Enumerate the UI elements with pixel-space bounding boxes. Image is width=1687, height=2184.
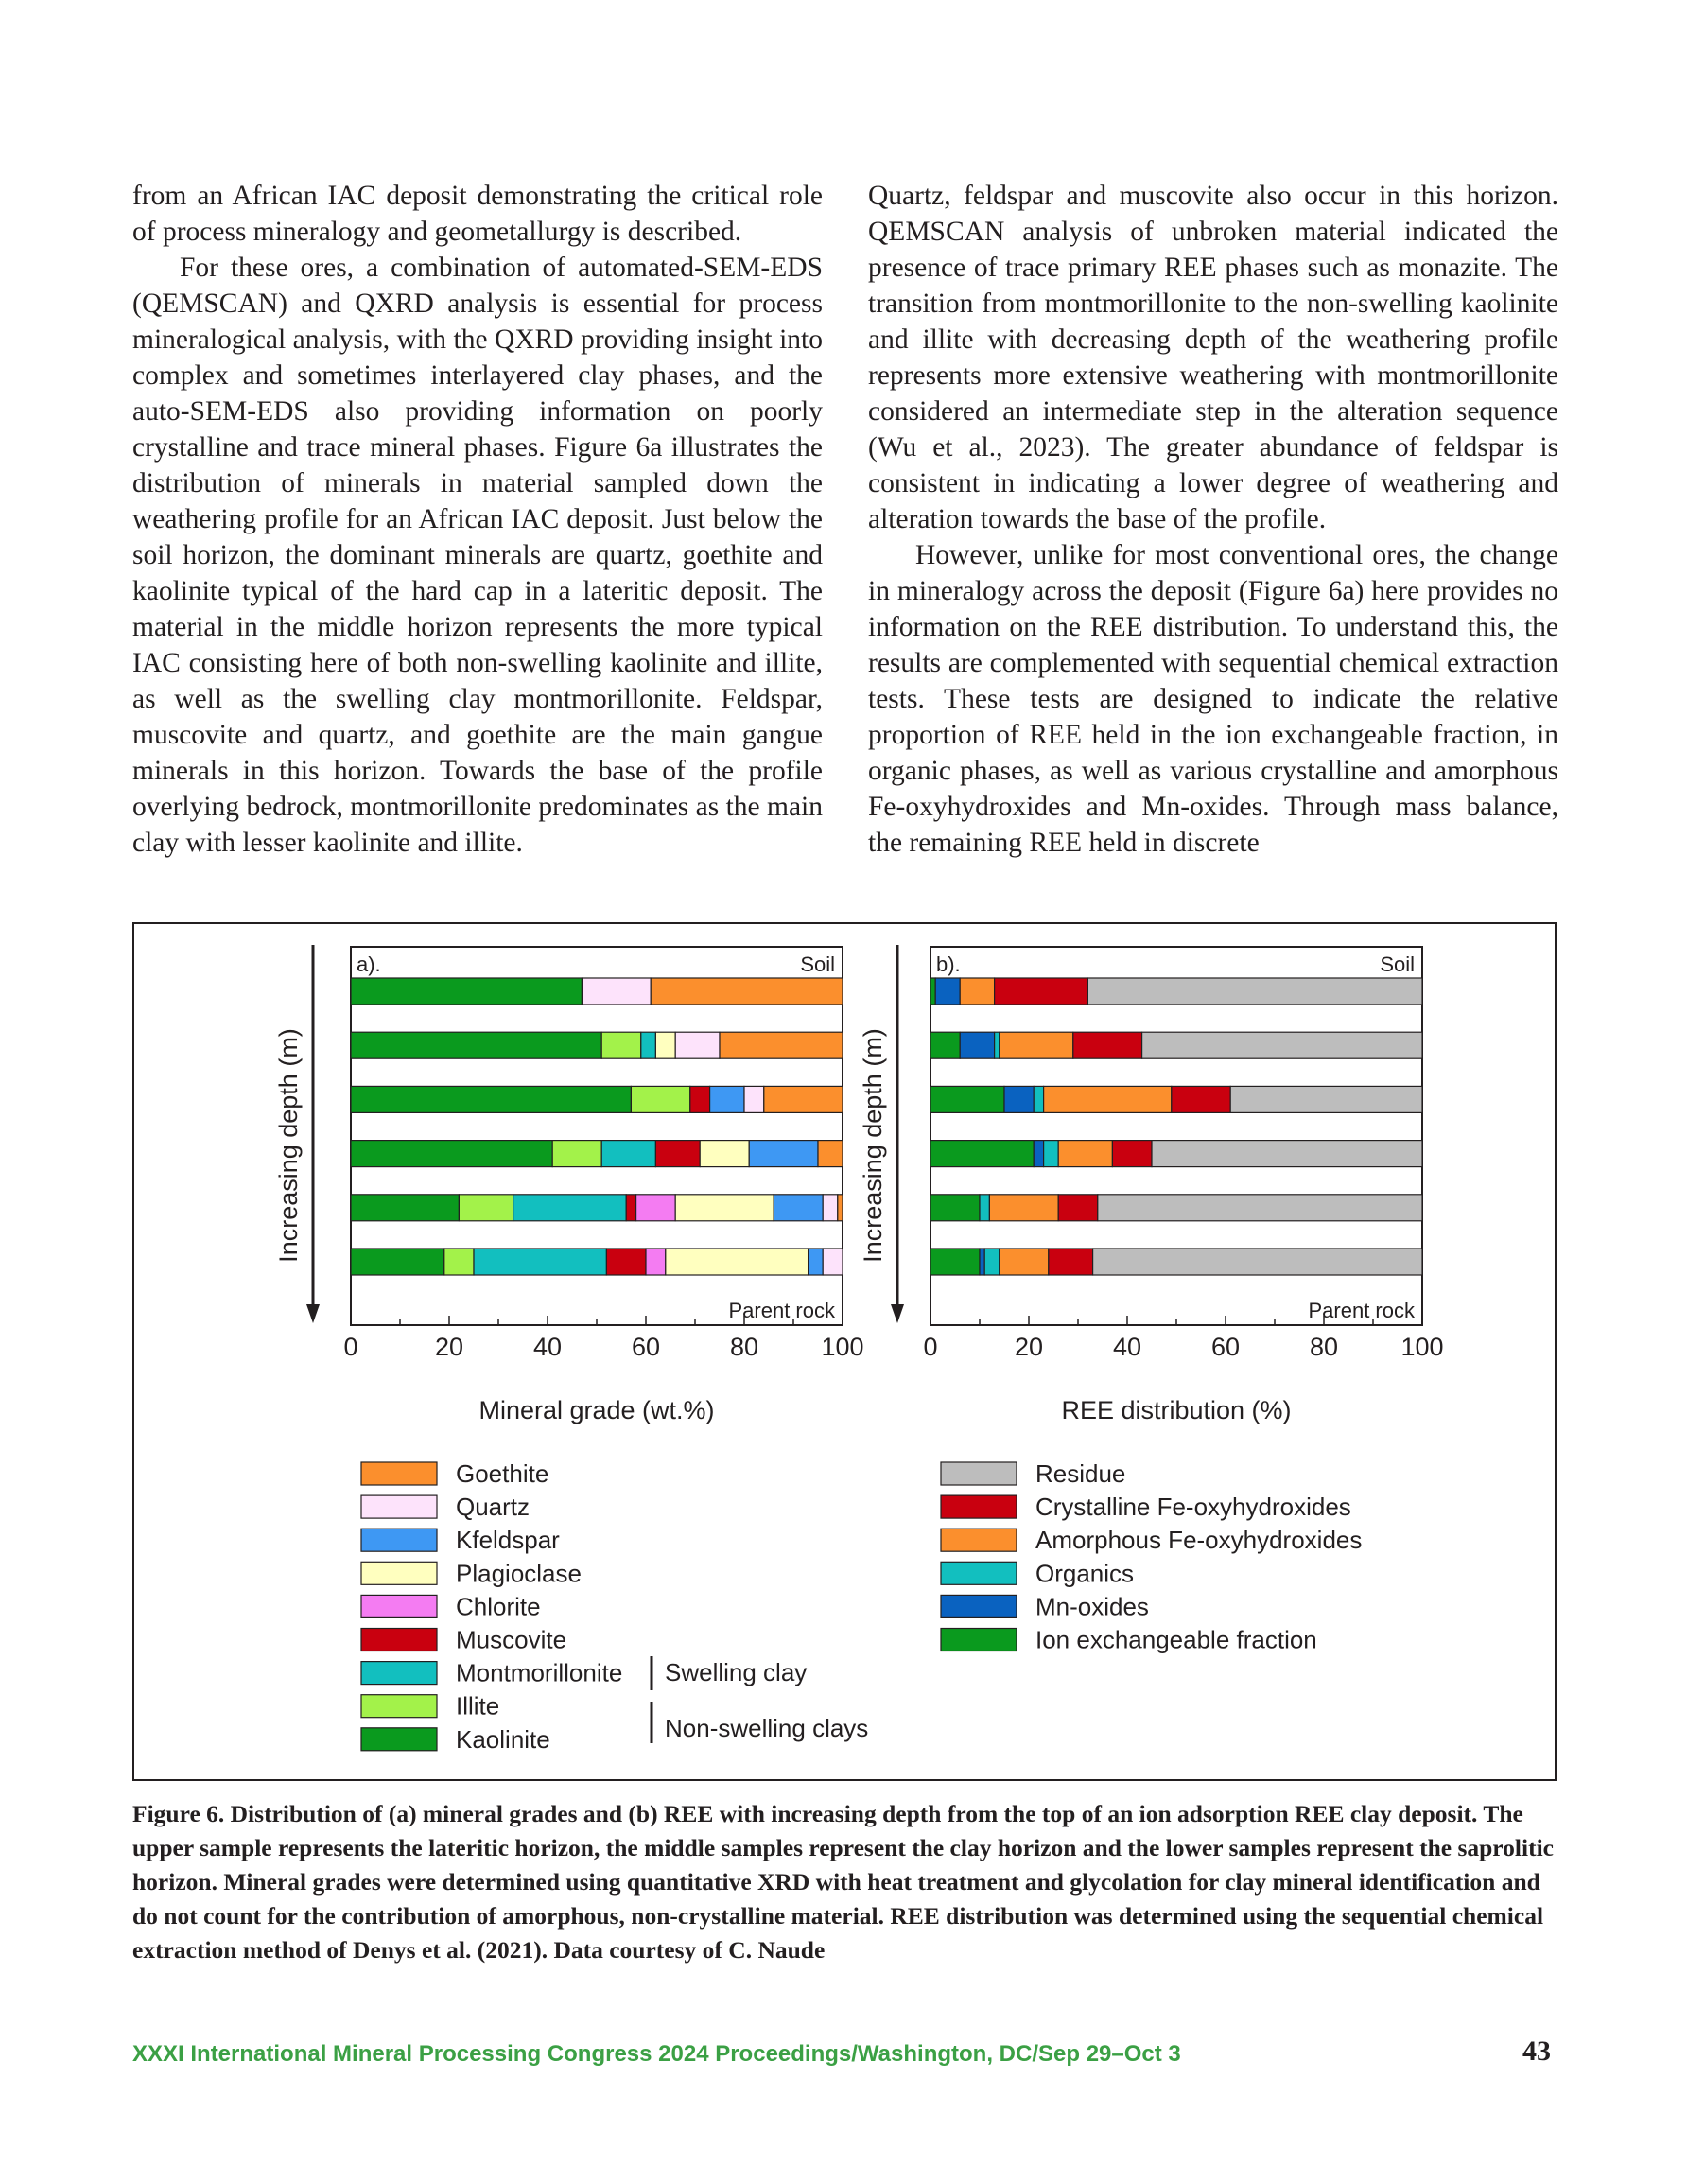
bar-segment (960, 978, 994, 1005)
legend-a-swatch (361, 1495, 437, 1518)
bar-segment (601, 1141, 655, 1167)
bar-segment (646, 1249, 666, 1275)
bar-segment (1098, 1195, 1422, 1221)
legend-a-label: Quartz (456, 1493, 530, 1522)
bar-segment (980, 1195, 989, 1221)
legend-a-label: Illite (456, 1691, 500, 1721)
bar-segment (474, 1249, 606, 1275)
figure-chart-canvas (134, 924, 1555, 1779)
bar-segment (351, 1032, 601, 1058)
legend-a-swatch (361, 1562, 437, 1584)
bar-segment (351, 1086, 631, 1112)
bar-segment (1004, 1086, 1034, 1112)
bar-segment (749, 1141, 818, 1167)
bar-segment (995, 1032, 1000, 1058)
top-horizon-label: Soil (1380, 952, 1415, 976)
paragraph: from an African IAC deposit demonstrating the critical role of process mineralogy and geometallurgy is described. (132, 181, 823, 247)
legend-a-swatch (361, 1529, 437, 1551)
paragraph: However, unlike for most conventional ores, the change in mineralogy across the deposit (Figure 6a) here provides no information on the REE distribution. To understand this, the results are complemented with sequential chemical extraction tests. These tests are designed to indicate the relative proportion of REE held in the ion exchangeable fraction, in organic phases, as well as various crystalline and amorphous Fe-oxyhydroxides and Mn-oxides. Through mass balance, the remaining REE held in discrete (868, 540, 1558, 858)
bar-segment (513, 1195, 627, 1221)
legend-a-label: Kaolinite (456, 1724, 550, 1754)
bar-segment (838, 1195, 843, 1221)
bar-segment (809, 1249, 824, 1275)
x-tick-label: 20 (434, 1333, 464, 1361)
legend-a-swatch (361, 1728, 437, 1751)
bar-segment (675, 1195, 774, 1221)
right-text-column (868, 178, 1558, 861)
legend-b-swatch (941, 1529, 1017, 1551)
bar-segment (655, 1032, 675, 1058)
paragraph: For these ores, a combination of automated-SEM-EDS (QEMSCAN) and QXRD analysis is essential for process mineralogical analysis, with the QXRD providing insight into complex and sometimes interlayered clay phases, and the auto-SEM-EDS also providing information on poorly crystalline and trace mineral phases. Figure 6a illustrates the distribution of minerals in material sampled down the weathering profile for an African IAC deposit. Just below the soil horizon, the dominant minerals are quartz, goethite and kaolinite typical of the hard cap in a lateritic deposit. The material in the middle horizon represents the more typical IAC consisting here of both non-swelling kaolinite and illite, as well as the swelling clay montmorillonite. Feldspar, muscovite and quartz, and goethite are the main gangue minerals in this horizon. Towards the base of the profile overlying bedrock, montmorillonite predominates as the main clay with lesser kaolinite and illite. (132, 253, 823, 858)
bar-segment (930, 1249, 980, 1275)
x-tick-label: 20 (1014, 1333, 1044, 1361)
x-tick-label: 80 (729, 1333, 759, 1361)
figure-6 (132, 922, 1557, 1781)
bar-segment (351, 1249, 444, 1275)
legend-a-swatch (361, 1595, 437, 1617)
x-axis-label: REE distribution (%) (1061, 1396, 1292, 1424)
bar-segment (1087, 978, 1422, 1005)
bar-segment (818, 1141, 843, 1167)
bar-segment (1058, 1195, 1098, 1221)
legend-a-label: Chlorite (456, 1592, 541, 1621)
legend-b-label: Residue (1035, 1459, 1126, 1488)
bar-segment (351, 978, 582, 1005)
bar-segment (666, 1249, 809, 1275)
legend-a-swatch (361, 1662, 437, 1685)
figure-caption: Figure 6. Distribution of (a) mineral grades and (b) REE with increasing depth from the top of an ion adsorption REE clay deposit. The upper sample represents the lateritic horizon, the middle samples represent the clay horizon and the lower samples represent the saprolitic horizon. Mineral grades were determined using quantitative XRD with heat treatment and glycolation for clay mineral identification and do not count for the contribution of amorphous, non-crystalline material. REE distribution was determined using the sequential chemical extraction method of Denys et al. (2021). Data courtesy of C. Naude (132, 1800, 1554, 1964)
legend-a-label: Montmorillonite (456, 1658, 623, 1687)
top-horizon-label: Soil (800, 952, 835, 976)
bar-segment (1112, 1141, 1152, 1167)
legend-a-swatch (361, 1695, 437, 1718)
bar-segment (744, 1086, 764, 1112)
bar-segment (1142, 1032, 1422, 1058)
footer-conference: XXXI International Mineral Processing Congress 2024 Proceedings/Washington, DC/Sep 29–Oct 3 (132, 2041, 1181, 2067)
legend-b-swatch (941, 1562, 1017, 1584)
bar-segment (930, 1141, 1034, 1167)
bar-segment (1049, 1249, 1093, 1275)
bar-segment (720, 1032, 843, 1058)
bar-segment (601, 1032, 641, 1058)
bar-segment (655, 1141, 700, 1167)
bar-segment (675, 1032, 720, 1058)
bar-segment (641, 1032, 656, 1058)
bar-segment (631, 1086, 689, 1112)
legend-a-label: Muscovite (456, 1625, 567, 1654)
legend-a-label: Goethite (456, 1459, 549, 1488)
legend-a-label: Plagioclase (456, 1559, 582, 1588)
x-tick-label: 100 (1400, 1333, 1444, 1361)
bar-segment (351, 1195, 459, 1221)
legend-b-swatch (941, 1495, 1017, 1518)
legend-b-label: Crystalline Fe-oxyhydroxides (1035, 1493, 1351, 1522)
left-text-column (132, 178, 823, 861)
x-tick-label: 40 (1112, 1333, 1142, 1361)
bar-segment (651, 978, 843, 1005)
legend-a-swatch (361, 1462, 437, 1485)
page-number: 43 (1522, 2035, 1551, 2067)
bar-segment (690, 1086, 710, 1112)
legend-a-label: Kfeldspar (456, 1526, 560, 1555)
bar-segment (582, 978, 651, 1005)
x-tick-label: 0 (923, 1333, 938, 1361)
bar-segment (606, 1249, 646, 1275)
bar-segment (930, 978, 935, 1005)
bar-segment (636, 1195, 676, 1221)
bar-segment (980, 1249, 984, 1275)
bar-segment (1000, 1032, 1073, 1058)
bar-segment (710, 1086, 744, 1112)
x-tick-label: 40 (532, 1333, 563, 1361)
legend-b-swatch (941, 1629, 1017, 1651)
bar-segment (823, 1249, 843, 1275)
bar-segment (764, 1086, 843, 1112)
bar-segment (995, 978, 1088, 1005)
legend-b-swatch (941, 1595, 1017, 1617)
bar-segment (1152, 1141, 1422, 1167)
bar-segment (444, 1249, 474, 1275)
legend-b-swatch (941, 1462, 1017, 1485)
x-tick-label: 0 (343, 1333, 358, 1361)
legend-b-label: Organics (1035, 1559, 1135, 1588)
bar-segment (1172, 1086, 1230, 1112)
depth-arrowhead (306, 1304, 320, 1323)
x-tick-label: 100 (821, 1333, 864, 1361)
bar-segment (1044, 1141, 1059, 1167)
bar-segment (1000, 1249, 1049, 1275)
legend-a-swatch (361, 1629, 437, 1651)
bar-segment (774, 1195, 823, 1221)
bar-segment (930, 1032, 960, 1058)
legend-b-label: Amorphous Fe-oxyhydroxides (1035, 1526, 1363, 1555)
bar-segment (935, 978, 960, 1005)
bar-segment (823, 1195, 838, 1221)
bar-segment (351, 1141, 552, 1167)
swelling-clay-label: Swelling clay (665, 1658, 808, 1686)
bar-segment (930, 1086, 1004, 1112)
bar-segment (960, 1032, 994, 1058)
bar-segment (1034, 1086, 1043, 1112)
bar-segment (1093, 1249, 1422, 1275)
paragraph: Quartz, feldspar and muscovite also occur in this horizon. QEMSCAN analysis of unbroken material indicated the presence of trace primary REE phases such as monazite. The transition from montmorillonite to the non-swelling kaolinite and illite with decreasing depth of the weathering profile represents more extensive weathering with montmorillonite considered an intermediate step in the alteration sequence (Wu et al., 2023). The greater abundance of feldspar is consistent in indicating a lower degree of weathering and alteration towards the base of the profile. (868, 181, 1558, 534)
bar-segment (1044, 1086, 1172, 1112)
panel-label: a). (357, 952, 381, 976)
bar-segment (989, 1195, 1058, 1221)
bar-segment (1073, 1032, 1142, 1058)
bar-segment (1230, 1086, 1422, 1112)
bar-segment (626, 1195, 635, 1221)
legend-b-label: Ion exchangeable fraction (1035, 1625, 1317, 1654)
bar-segment (1058, 1141, 1112, 1167)
depth-arrowhead (891, 1304, 904, 1323)
x-tick-label: 60 (1210, 1333, 1241, 1361)
bar-segment (552, 1141, 601, 1167)
x-axis-label: Mineral grade (wt.%) (478, 1396, 715, 1424)
non-swelling-clays-label: Non-swelling clays (665, 1714, 869, 1742)
legend-b-label: Mn-oxides (1035, 1592, 1149, 1621)
x-tick-label: 60 (631, 1333, 661, 1361)
y-axis-label: Increasing depth (m) (274, 1028, 303, 1263)
bottom-horizon-label: Parent rock (728, 1299, 835, 1322)
panel-label: b). (936, 952, 961, 976)
y-axis-label: Increasing depth (m) (859, 1028, 887, 1263)
bar-segment (700, 1141, 749, 1167)
bar-segment (930, 1195, 980, 1221)
x-tick-label: 80 (1309, 1333, 1339, 1361)
bar-segment (1034, 1141, 1043, 1167)
bottom-horizon-label: Parent rock (1308, 1299, 1415, 1322)
bar-segment (459, 1195, 513, 1221)
bar-segment (984, 1249, 1000, 1275)
